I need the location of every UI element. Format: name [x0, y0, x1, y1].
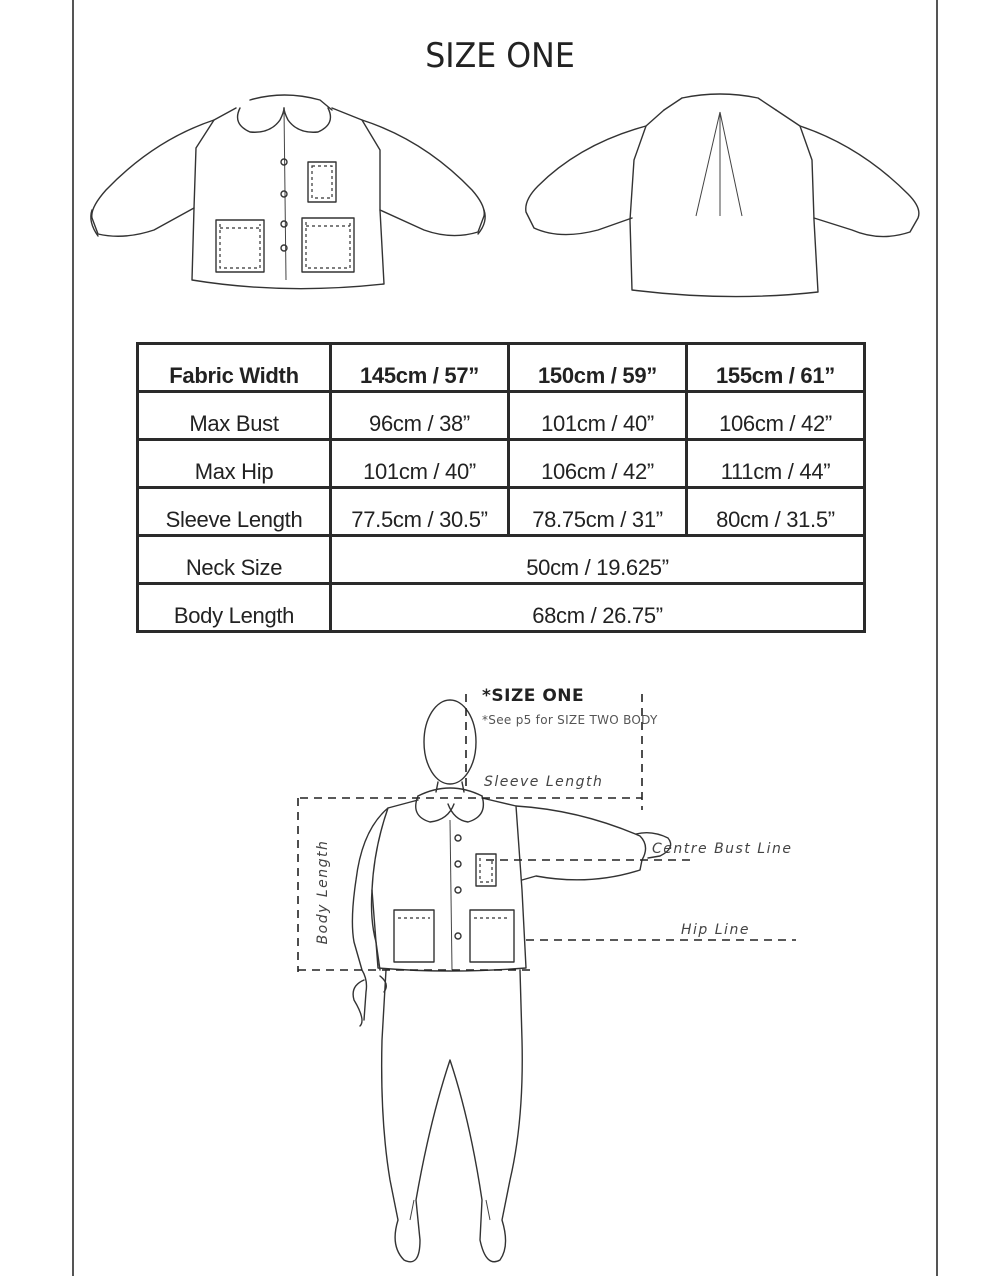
table-cell: 77.5cm / 30.5”: [331, 488, 509, 536]
body-length-label: Body Length: [315, 839, 331, 945]
sleeve-length-label: Sleeve Length: [484, 774, 604, 790]
table-cell: 78.75cm / 31”: [509, 488, 687, 536]
page-border-left: [72, 0, 74, 1276]
figure-size-note: *See p5 for SIZE TWO BODY: [482, 713, 658, 727]
body-measurement-figure: [290, 680, 810, 1276]
figure-size-label: *SIZE ONE: [482, 686, 585, 706]
table-row: [138, 440, 865, 488]
table-cell: 96cm / 38”: [331, 392, 509, 440]
table-cell: 150cm / 59”: [509, 344, 687, 392]
table-cell: 106cm / 42”: [509, 440, 687, 488]
table-cell: 101cm / 40”: [509, 392, 687, 440]
figure-head: [424, 700, 476, 784]
table-cell: 106cm / 42”: [687, 392, 865, 440]
table-row: [138, 344, 865, 392]
table-row: [138, 536, 865, 584]
jacket-front-illustration: [84, 90, 494, 302]
table-row: [138, 584, 865, 632]
page-title: SIZE ONE: [425, 36, 575, 76]
table-cell: 80cm / 31.5”: [687, 488, 865, 536]
jacket-back-illustration: [520, 90, 926, 302]
table-cell: 155cm / 61”: [687, 344, 865, 392]
row-label: Body Length: [138, 584, 331, 632]
row-label: Fabric Width: [138, 344, 331, 392]
page-border-right: [936, 0, 938, 1276]
row-label: Neck Size: [138, 536, 331, 584]
hip-line-label: Hip Line: [681, 922, 750, 938]
table-row: [138, 488, 865, 536]
table-row: [138, 392, 865, 440]
table-cell: 145cm / 57”: [331, 344, 509, 392]
size-chart-table: [136, 342, 866, 633]
row-label: Max Hip: [138, 440, 331, 488]
row-label: Sleeve Length: [138, 488, 331, 536]
table-cell: 50cm / 19.625”: [331, 536, 865, 584]
centre-bust-line-label: Centre Bust Line: [652, 841, 793, 857]
table-cell: 101cm / 40”: [331, 440, 509, 488]
table-cell: 68cm / 26.75”: [331, 584, 865, 632]
row-label: Max Bust: [138, 392, 331, 440]
table-cell: 111cm / 44”: [687, 440, 865, 488]
